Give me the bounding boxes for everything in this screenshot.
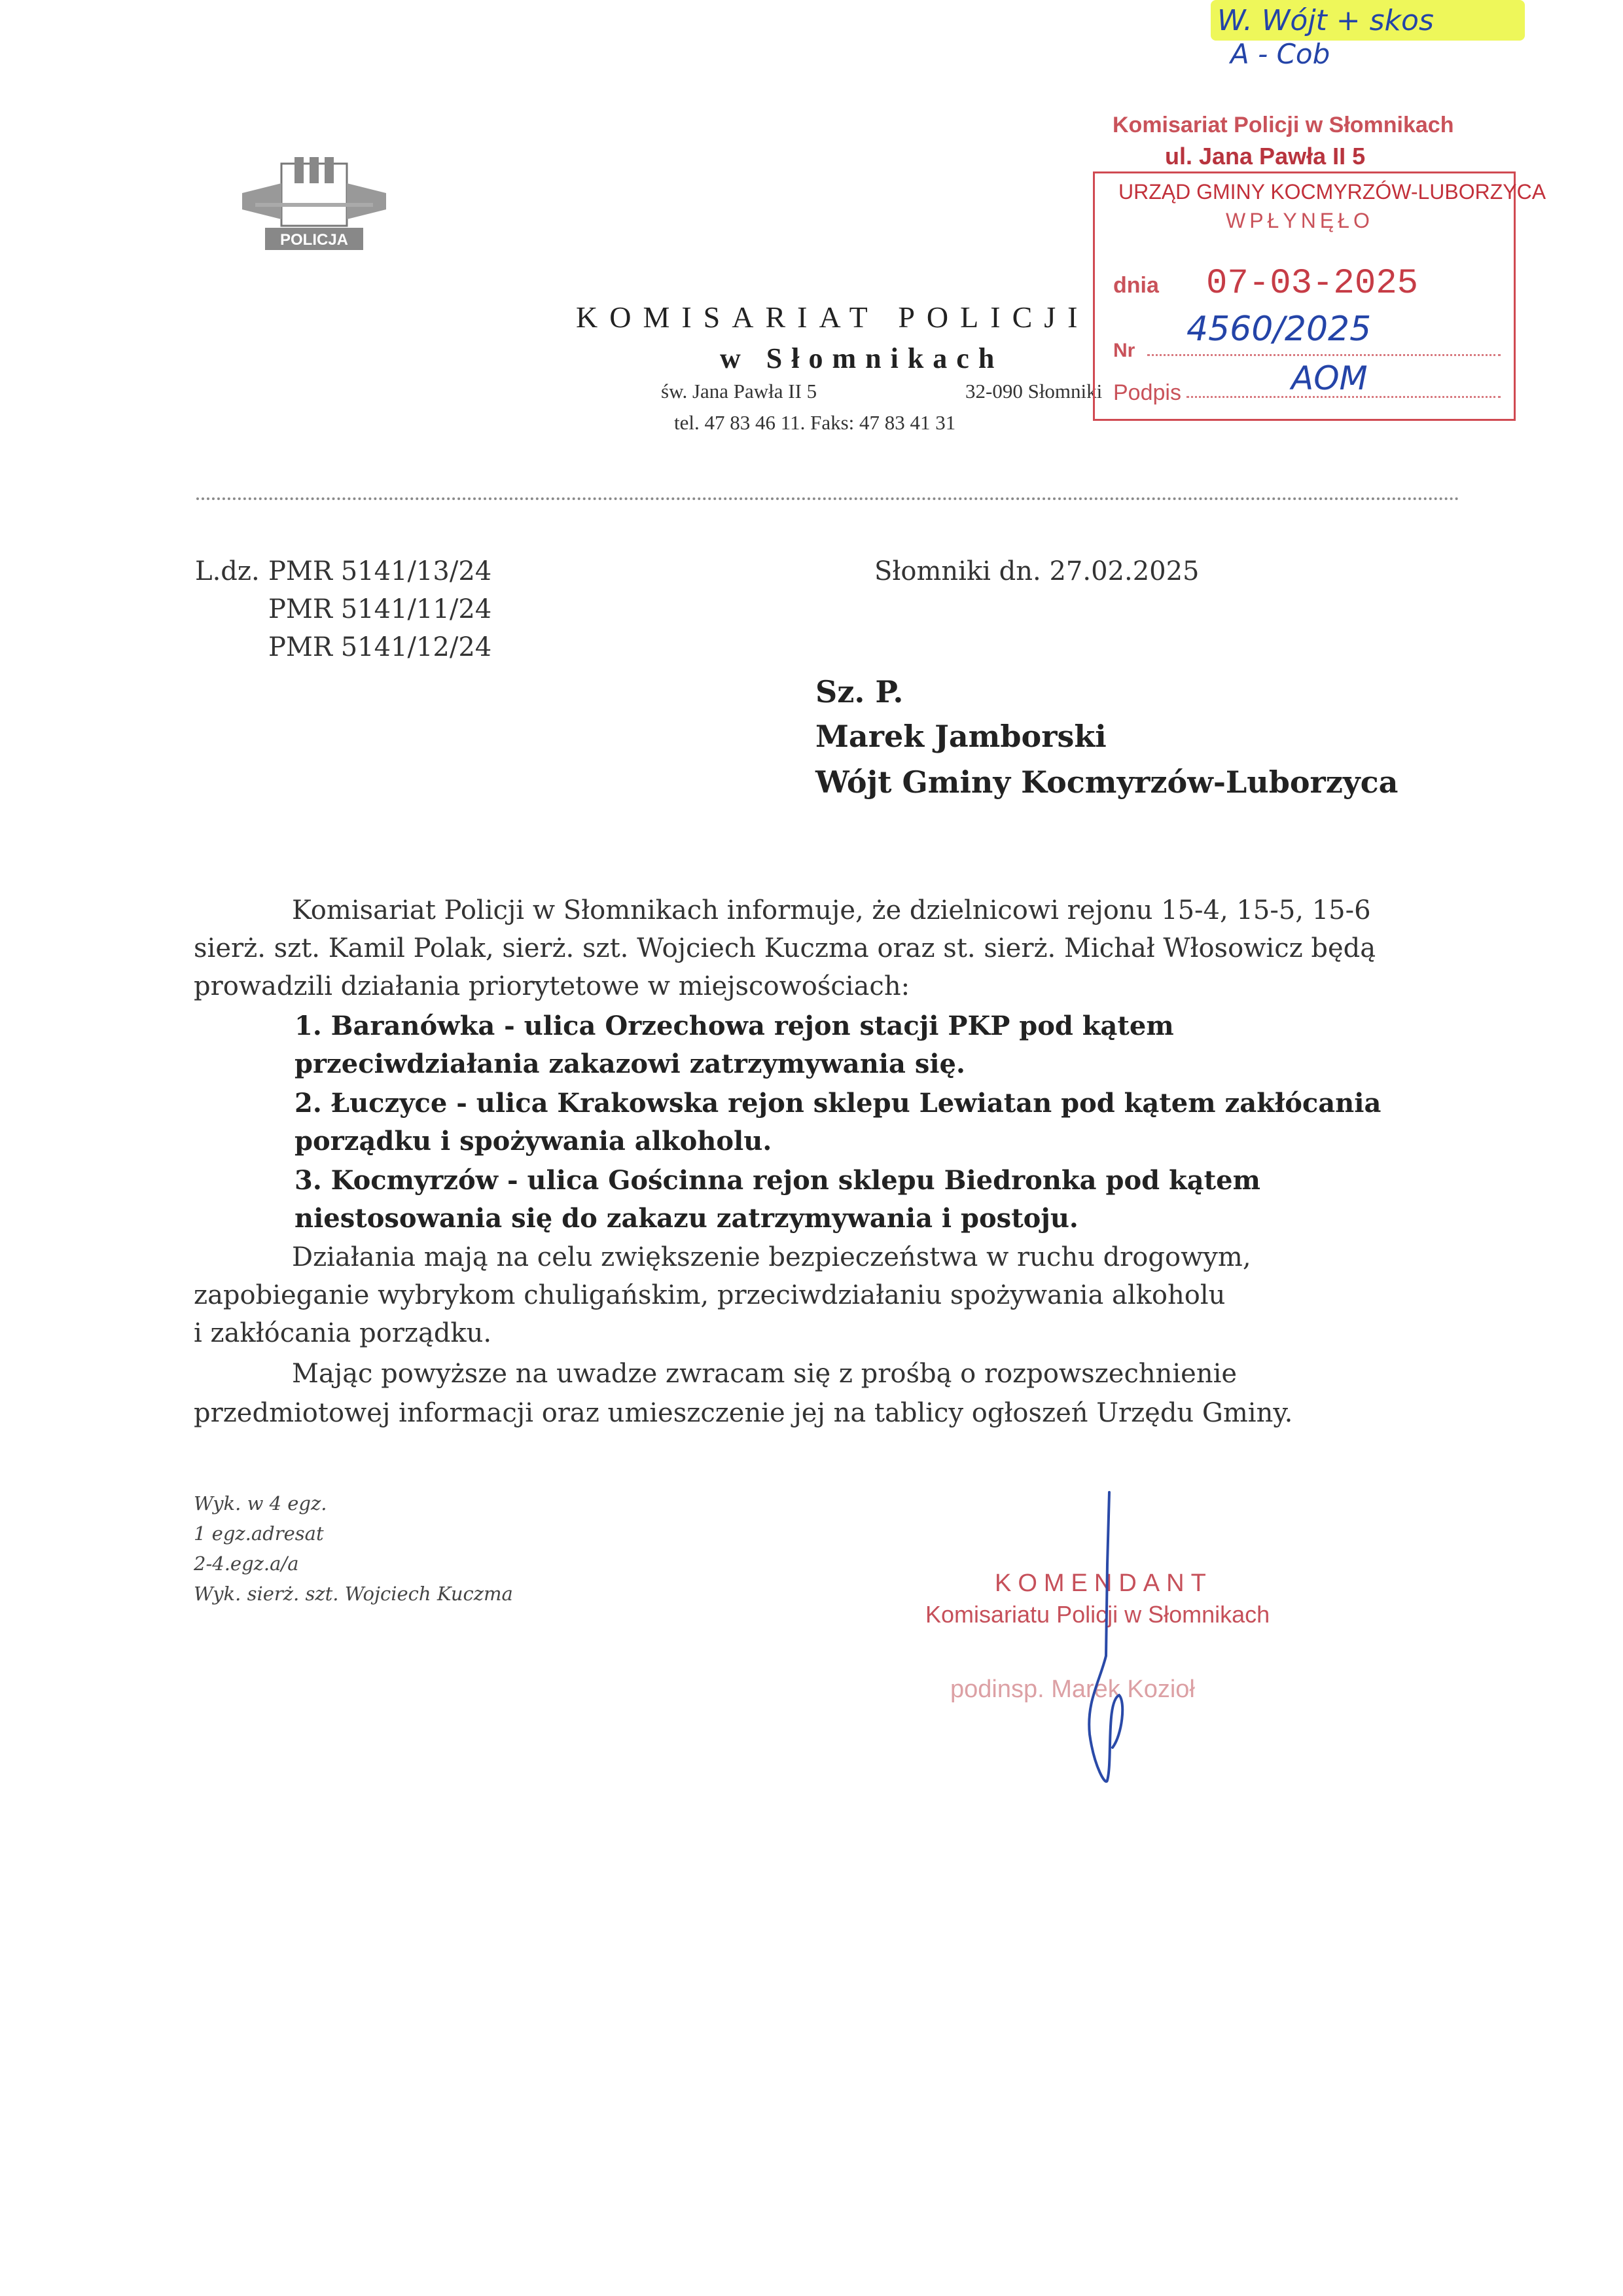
header-phone: tel. 47 83 46 11. Faks: 47 83 41 31 [674,411,956,434]
para2-line: i zakłócania porządku. [194,1318,492,1348]
intro-line: prowadzili działania priorytetowe w miejscowościach: [194,971,910,1001]
logo-text: POLICJA [279,231,349,249]
recipient-name: Marek Jamborski [815,719,1107,754]
recipient-position: Wójt Gminy Kocmyrzów-Luborzyca [815,764,1399,800]
ref-number: PMR 5141/11/24 [268,594,492,624]
stamp-top-line2: ul. Jana Pawła II 5 [1165,143,1366,170]
para3-line: przedmiotowej informacji oraz umieszczenie jej na tablicy ogłoszeń Urzędu Gminy. [194,1398,1293,1428]
registry-stamp [1093,171,1546,421]
date-line: Słomniki dn. 27.02.2025 [874,556,1200,586]
handwritten-note-line1: W. Wójt + skos [1217,4,1434,37]
priority-item-1-cont: przeciwdziałania zakazowi zatrzymywania się. [294,1049,965,1079]
signature-stamp-unit: Komisariatu Policji w Słomnikach [925,1601,1270,1628]
header-subtitle: w Słomnikach [720,342,1004,374]
header-title: KOMISARIAT POLICJI [576,300,1090,334]
priority-item-3: 3. Kocmyrzów - ulica Gościnna rejon sklepu Biedronka pod kątem [294,1165,1260,1196]
priority-item-2: 2. Łuczyce - ulica Krakowska rejon sklepu Lewiatan pod kątem zakłócania [294,1088,1382,1119]
handwritten-note-line2: A - Cob [1230,38,1330,70]
stamp-nr-label: Nr [1113,340,1135,361]
recipient-salutation: Sz. P. [815,674,904,709]
footer-note: Wyk. sierż. szt. Wojciech Kuczma [194,1583,513,1605]
stamp-top-line1: Komisariat Policji w Słomnikach [1113,113,1454,137]
footer-note: 2-4.egz.a/a [194,1552,299,1575]
para3-line: Mając powyższe na uwadze zwracam się z prośbą o rozpowszechnienie [292,1359,1238,1389]
priority-item-1: 1. Baranówka - ulica Orzechowa rejon stacji PKP pod kątem [294,1011,1174,1041]
stamp-received: WPŁYNĘŁO [1226,209,1374,232]
stamp-date-label: dnia [1113,273,1159,298]
para2-line: Działania mają na celu zwiększenie bezpieczeństwa w ruchu drogowym, [292,1242,1251,1272]
stamp-sign-label: Podpis [1113,380,1181,405]
ref-number: PMR 5141/12/24 [268,632,492,662]
footer-note: 1 egz.adresat [194,1522,324,1545]
ref-number: PMR 5141/13/24 [268,556,492,586]
para2-line: zapobieganie wybrykom chuligańskim, przeciwdziałaniu spożywania alkoholu [194,1280,1226,1310]
header-postal: 32-090 Słomniki [965,380,1103,403]
header-address: św. Jana Pawła II 5 [661,380,817,403]
header-rule [196,497,1459,500]
handwritten-signature [1060,1486,1139,1793]
footer-note: Wyk. w 4 egz. [194,1492,327,1515]
priority-item-3-cont: niestosowania się do zakazu zatrzymywania i postoju. [294,1203,1079,1234]
stamp-nr-line [1147,354,1501,356]
intro-line: sierż. szt. Kamil Polak, sierż. szt. Wojciech Kuczma oraz st. sierż. Michał Włosowicz będą [194,933,1376,963]
stamp-nr-value: 4560/2025 [1186,310,1372,349]
stamp-date-value: 07-03-2025 [1206,264,1419,304]
intro-line: Komisariat Policji w Słomnikach informuje, że dzielnicowi rejonu 15-4, 15-5, 15-6 [292,895,1371,925]
signature-stamp-title: KOMENDANT [995,1570,1213,1597]
signature-stamp-name: podinsp. Marek Kozioł [950,1676,1195,1703]
stamp-sign-value: AOM [1291,359,1368,397]
police-logo [236,157,393,255]
priority-item-2-cont: porządku i spożywania alkoholu. [294,1126,772,1157]
stamp-office: URZĄD GMINY KOCMYRZÓW-LUBORZYCA [1118,180,1546,204]
refs-prefix: L.dz. [195,556,260,586]
